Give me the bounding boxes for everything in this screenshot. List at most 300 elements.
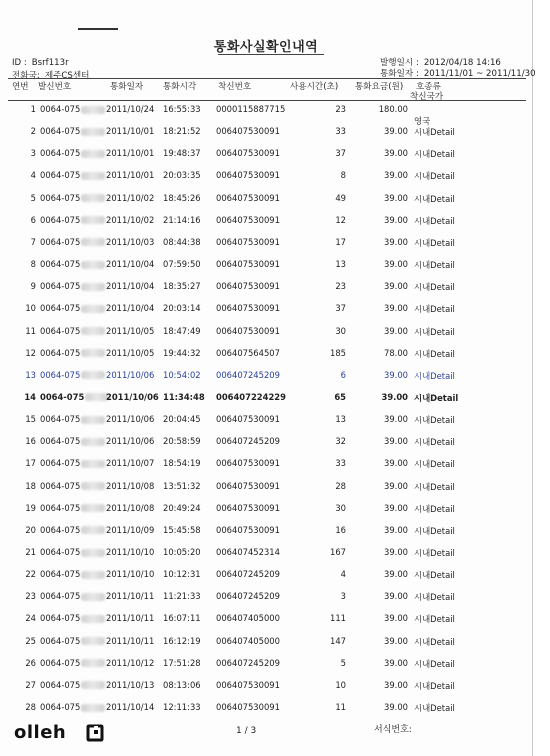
table-row — [0, 589, 532, 611]
caller-number-prefix: 0064-075 — [40, 702, 81, 713]
table-row — [0, 700, 532, 722]
redacted-digits — [81, 615, 105, 623]
row-number: 5 — [30, 192, 36, 203]
table-row — [0, 456, 532, 478]
call-type: 시내Detail — [414, 326, 455, 337]
redacted-digits — [81, 128, 105, 136]
call-date: 2011/10/10 — [106, 569, 155, 580]
redacted-digits — [81, 283, 105, 291]
duration-seconds: 12 — [335, 214, 346, 225]
row-number: 10 — [25, 303, 36, 314]
redacted-digits — [81, 172, 105, 180]
table-row — [0, 191, 532, 213]
caller-number-prefix: 0064-075 — [40, 369, 81, 380]
caller-number-prefix: 0064-075 — [40, 502, 81, 513]
row-number: 27 — [25, 679, 36, 690]
callee-number: 006407530091 — [216, 480, 280, 491]
call-time: 18:54:19 — [163, 458, 201, 469]
duration-seconds: 11 — [335, 702, 346, 713]
caller-number-prefix: 0064-075 — [40, 259, 81, 270]
duration-seconds: 10 — [335, 679, 346, 690]
caller-number — [40, 680, 105, 690]
caller-number-prefix: 0064-075 — [40, 547, 81, 557]
call-date: 2011/10/04 — [106, 303, 155, 314]
call-fee: 39.00 — [384, 192, 408, 203]
call-time: 18:21:52 — [163, 126, 201, 137]
table-row — [0, 545, 532, 567]
duration-seconds: 32 — [335, 436, 346, 447]
table-row — [0, 168, 532, 190]
id-line — [12, 58, 69, 68]
redacted-digits — [81, 194, 105, 202]
call-time: 13:51:32 — [163, 480, 201, 491]
col-dur-header: 사용시간(초) — [290, 82, 339, 92]
table-row — [0, 213, 532, 235]
row-number: 1 — [30, 104, 36, 114]
duration-seconds: 30 — [335, 502, 346, 513]
call-fee: 39.00 — [384, 259, 408, 270]
row-number: 3 — [30, 148, 36, 159]
table-row — [0, 124, 532, 146]
duration-seconds: 185 — [330, 347, 346, 358]
call-type: 시내Detail — [414, 437, 455, 448]
call-date: 2011/10/08 — [106, 502, 155, 513]
row-number: 26 — [25, 657, 36, 668]
brand-logo-icon — [86, 724, 104, 742]
call-type: 시내Detail — [414, 260, 455, 271]
callee-number: 006407405000 — [216, 635, 280, 646]
period-value: 2011/11/01 ~ 2011/11/30 — [423, 69, 536, 79]
header-rule-top — [8, 78, 526, 79]
call-fee: 39.00 — [384, 547, 408, 557]
duration-seconds: 111 — [330, 613, 346, 624]
callee-number: 006407245209 — [216, 591, 280, 602]
call-type: 시내Detail — [414, 392, 459, 403]
callee-number: 006407530091 — [216, 458, 280, 469]
call-date: 2011/10/24 — [106, 104, 155, 114]
row-number: 9 — [30, 281, 36, 292]
row-number: 28 — [25, 702, 36, 713]
caller-number — [40, 569, 105, 579]
call-date: 2011/10/04 — [106, 259, 155, 270]
caller-number — [40, 170, 105, 180]
call-fee: 39.00 — [384, 679, 408, 690]
call-fee: 39.00 — [384, 591, 408, 602]
redacted-digits — [81, 593, 105, 601]
call-type: 시내Detail — [414, 237, 455, 248]
caller-number-prefix: 0064-075 — [40, 436, 81, 447]
callee-number: 006407530091 — [216, 148, 280, 159]
call-date: 2011/10/01 — [106, 170, 155, 181]
call-type: 시내Detail — [414, 592, 455, 603]
call-time: 19:44:32 — [163, 347, 201, 358]
form-number-label: 서식번호: — [374, 725, 412, 735]
call-type: 시내Detail — [414, 525, 455, 536]
duration-seconds: 33 — [335, 458, 346, 469]
call-type: 시내Detail — [414, 127, 455, 138]
caller-number-prefix: 0064-075 — [40, 458, 81, 469]
call-time: 18:45:26 — [163, 192, 201, 203]
callee-number: 0000115887715 — [216, 104, 286, 114]
call-date: 2011/10/03 — [106, 236, 155, 247]
phone-office-label: 전화국: — [12, 71, 40, 81]
caller-number — [40, 237, 105, 247]
table-row — [0, 479, 532, 501]
caller-number — [40, 658, 105, 668]
callee-number: 006407530091 — [216, 303, 280, 314]
call-type: 시내Detail — [414, 282, 455, 293]
caller-number-prefix: 0064-075 — [40, 480, 81, 491]
call-fee: 39.00 — [384, 236, 408, 247]
col-time-header: 통화시각 — [163, 82, 197, 92]
callee-number: 006407530091 — [216, 192, 280, 203]
table-row — [0, 146, 532, 168]
call-fee: 39.00 — [384, 524, 408, 535]
call-date: 2011/10/06 — [106, 369, 155, 380]
row-number: 2 — [30, 126, 36, 137]
table-row — [0, 368, 532, 390]
call-time: 16:07:11 — [163, 613, 201, 624]
call-fee: 39.00 — [381, 391, 408, 402]
row-number: 25 — [25, 635, 36, 646]
caller-number-prefix: 0064-075 — [40, 325, 81, 336]
redacted-digits — [81, 216, 105, 224]
caller-number — [40, 193, 105, 203]
redacted-digits — [81, 416, 105, 424]
redacted-digits — [81, 349, 105, 357]
call-date: 2011/10/06 — [106, 436, 155, 447]
col-no-header: 연번 — [12, 82, 29, 92]
duration-seconds: 147 — [330, 635, 346, 646]
call-time: 20:03:14 — [163, 303, 201, 314]
table-row — [0, 523, 532, 545]
col-fee-header: 통화요금(원) — [355, 82, 404, 92]
caller-number — [40, 326, 105, 336]
title-underline — [218, 54, 324, 55]
call-date: 2011/10/01 — [106, 126, 155, 137]
call-time: 17:51:28 — [163, 657, 201, 668]
table-row — [0, 412, 532, 434]
table-row — [0, 301, 532, 323]
table-row — [0, 567, 532, 589]
call-type: 시내Detail — [414, 193, 455, 204]
table-row — [0, 501, 532, 523]
duration-seconds: 30 — [335, 325, 346, 336]
period-label: 통화일자 : — [380, 69, 419, 79]
redacted-digits — [81, 681, 105, 689]
caller-number-prefix: 0064-075 — [40, 148, 81, 159]
col-src-header: 발신번호 — [38, 82, 72, 92]
caller-number-prefix: 0064-075 — [40, 591, 81, 602]
callee-number: 006407530091 — [216, 679, 280, 690]
call-date: 2011/10/06 — [106, 414, 155, 425]
row-number: 17 — [25, 458, 36, 469]
callee-number: 006407530091 — [216, 126, 280, 137]
call-type: 시내Detail — [414, 459, 455, 470]
redacted-digits — [81, 571, 105, 579]
call-date: 2011/10/10 — [106, 547, 155, 557]
call-time: 12:11:33 — [163, 702, 201, 713]
call-type: 시내Detail — [414, 503, 455, 514]
caller-number — [40, 414, 105, 424]
call-fee: 39.00 — [384, 702, 408, 713]
id-value: Bsrf113r — [31, 58, 69, 68]
page-number: 1 / 3 — [236, 726, 257, 736]
callee-number: 006407245209 — [216, 569, 280, 580]
caller-number-prefix: 0064-075 — [40, 170, 81, 181]
call-fee: 39.00 — [384, 303, 408, 314]
call-type: 시내Detail — [414, 703, 455, 714]
redacted-digits — [81, 150, 105, 158]
caller-number — [40, 525, 105, 535]
table-row — [0, 390, 532, 412]
caller-number-prefix: 0064-075 — [40, 192, 81, 203]
call-date: 2011/10/01 — [106, 148, 155, 159]
callee-number: 006407245209 — [216, 436, 280, 447]
row-number: 13 — [25, 369, 36, 380]
row-number: 12 — [25, 347, 36, 358]
call-time: 10:54:02 — [163, 369, 201, 380]
call-fee: 39.00 — [384, 569, 408, 580]
call-time: 10:12:31 — [163, 569, 201, 580]
caller-number — [40, 303, 105, 313]
table-row — [0, 324, 532, 346]
call-fee: 39.00 — [384, 635, 408, 646]
table-row — [0, 346, 532, 368]
table-row — [0, 434, 532, 456]
call-type: 시내Detail — [414, 215, 455, 226]
call-fee: 39.00 — [384, 126, 408, 137]
caller-number — [40, 392, 109, 402]
duration-seconds: 13 — [335, 414, 346, 425]
call-time: 16:55:33 — [163, 104, 201, 114]
caller-number — [40, 547, 105, 557]
call-time: 20:49:24 — [163, 502, 201, 513]
duration-seconds: 65 — [334, 391, 346, 402]
caller-number — [40, 281, 105, 291]
redacted-digits — [81, 549, 105, 557]
call-time: 20:03:35 — [163, 170, 201, 181]
duration-seconds: 8 — [340, 170, 346, 181]
call-time: 15:45:58 — [163, 524, 201, 535]
caller-number-prefix: 0064-075 — [40, 524, 81, 535]
call-time: 19:48:37 — [163, 148, 201, 159]
call-date: 2011/10/05 — [106, 325, 155, 336]
redacted-digits — [81, 482, 105, 490]
duration-seconds: 13 — [335, 259, 346, 270]
call-time: 21:14:16 — [163, 214, 201, 225]
callee-number: 006407530091 — [216, 524, 280, 535]
redacted-digits — [81, 504, 105, 512]
call-type: 시내Detail — [414, 680, 455, 691]
callee-number: 006407452314 — [216, 547, 280, 557]
call-fee: 39.00 — [384, 613, 408, 624]
callee-number: 006407245209 — [216, 657, 280, 668]
caller-number — [40, 436, 105, 446]
caller-number-prefix: 0064-075 — [40, 613, 81, 624]
callee-number: 006407530091 — [216, 502, 280, 513]
call-date: 2011/10/13 — [106, 679, 155, 690]
col-type-header: 호종류 — [416, 82, 441, 92]
redacted-digits — [81, 438, 105, 446]
call-date: 2011/10/05 — [106, 347, 155, 358]
caller-number — [40, 348, 105, 358]
caller-number-prefix: 0064-075 — [40, 679, 81, 690]
duration-seconds: 37 — [335, 148, 346, 159]
call-time: 18:35:27 — [163, 281, 201, 292]
redacted-digits — [81, 305, 105, 313]
table-row — [0, 678, 532, 700]
call-fee: 39.00 — [384, 281, 408, 292]
callee-number: 006407530091 — [216, 170, 280, 181]
call-time: 11:34:48 — [163, 391, 205, 402]
row-number: 4 — [30, 170, 36, 181]
call-date: 2011/10/02 — [106, 192, 155, 203]
call-type: 시내Detail — [414, 171, 455, 182]
col-country-header: 착신국가 — [410, 92, 444, 102]
caller-number-prefix: 0064-075 — [40, 657, 81, 668]
caller-number — [40, 702, 105, 712]
duration-seconds: 28 — [335, 480, 346, 491]
call-time: 11:21:33 — [163, 591, 201, 602]
row-number: 8 — [30, 259, 36, 270]
caller-number-prefix: 0064-075 — [40, 104, 81, 114]
duration-seconds: 5 — [340, 657, 346, 668]
callee-number: 006407530091 — [216, 414, 280, 425]
issue-label: 발행일시 : — [380, 58, 419, 68]
row-number: 22 — [25, 569, 36, 580]
call-fee: 39.00 — [384, 170, 408, 181]
redacted-digits — [81, 238, 105, 246]
issue-value: 2012/04/18 14:16 — [423, 58, 501, 68]
call-type: 시내Detail — [414, 570, 455, 581]
redacted-digits — [81, 261, 105, 269]
redacted-digits — [81, 526, 105, 534]
call-fee: 180.00 — [378, 104, 408, 114]
redacted-digits — [81, 106, 105, 114]
call-time: 20:04:45 — [163, 414, 201, 425]
call-time: 07:59:50 — [163, 259, 201, 270]
call-fee: 39.00 — [384, 414, 408, 425]
caller-number — [40, 259, 105, 269]
duration-seconds: 167 — [330, 547, 346, 557]
callee-number: 006407530091 — [216, 325, 280, 336]
call-fee: 78.00 — [384, 347, 408, 358]
call-time: 20:58:59 — [163, 436, 201, 447]
callee-number: 006407564507 — [216, 347, 280, 358]
caller-number-prefix: 0064-075 — [40, 391, 85, 402]
table-row — [0, 634, 532, 656]
document-title: 통화사실확인내역 — [213, 40, 319, 55]
call-date: 2011/10/04 — [106, 281, 155, 292]
call-date: 2011/10/02 — [106, 214, 155, 225]
call-type: 시내Detail — [414, 149, 455, 160]
callee-number: 006407530091 — [216, 236, 280, 247]
callee-number: 006407530091 — [216, 214, 280, 225]
call-fee: 39.00 — [384, 657, 408, 668]
caller-number-prefix: 0064-075 — [40, 569, 81, 580]
call-fee: 39.00 — [384, 148, 408, 159]
call-type: 시내Detail — [414, 548, 455, 558]
caller-number-prefix: 0064-075 — [40, 281, 81, 292]
caller-number-prefix: 0064-075 — [40, 414, 81, 425]
table-row — [0, 611, 532, 633]
scan-mark — [78, 28, 118, 30]
duration-seconds: 3 — [340, 591, 346, 602]
callee-number: 006407405000 — [216, 613, 280, 624]
duration-seconds: 17 — [335, 236, 346, 247]
call-date: 2011/10/07 — [106, 458, 155, 469]
duration-seconds: 16 — [335, 524, 346, 535]
duration-seconds: 23 — [335, 281, 346, 292]
redacted-digits — [81, 460, 105, 468]
callee-country: 영국 — [414, 116, 431, 126]
row-number: 11 — [25, 325, 36, 336]
row-number: 23 — [25, 591, 36, 602]
call-time: 18:47:49 — [163, 325, 201, 336]
call-fee: 39.00 — [384, 325, 408, 336]
call-date: 2011/10/11 — [106, 635, 155, 646]
caller-number — [40, 503, 105, 513]
callee-number: 006407224229 — [216, 391, 286, 402]
call-date: 2011/10/09 — [106, 524, 155, 535]
col-dst-header: 착신번호 — [218, 82, 252, 92]
caller-number — [40, 636, 105, 646]
redacted-digits — [81, 327, 105, 335]
call-date: 2011/10/12 — [106, 657, 155, 668]
row-number: 21 — [25, 547, 36, 557]
call-date: 2011/10/11 — [106, 613, 155, 624]
call-time: 08:13:06 — [163, 679, 201, 690]
call-type: 시내Detail — [414, 636, 455, 647]
caller-number-prefix: 0064-075 — [40, 126, 81, 137]
caller-number-prefix: 0064-075 — [40, 303, 81, 314]
call-fee: 39.00 — [384, 214, 408, 225]
call-fee: 39.00 — [384, 369, 408, 380]
id-label: ID : — [12, 58, 27, 68]
header-rule-bottom — [8, 100, 526, 101]
call-fee: 39.00 — [384, 436, 408, 447]
call-type: 시내Detail — [414, 415, 455, 426]
table-row — [0, 235, 532, 257]
redacted-digits — [81, 637, 105, 645]
table-row — [0, 102, 532, 124]
redacted-digits — [81, 659, 105, 667]
call-fee: 39.00 — [384, 458, 408, 469]
caller-number — [40, 215, 105, 225]
call-fee: 39.00 — [384, 480, 408, 491]
row-number: 18 — [25, 480, 36, 491]
callee-number: 006407530091 — [216, 281, 280, 292]
caller-number — [40, 613, 105, 623]
duration-seconds: 49 — [335, 192, 346, 203]
callee-number: 006407530091 — [216, 259, 280, 270]
table-row — [0, 257, 532, 279]
caller-number — [40, 104, 105, 114]
row-number: 20 — [25, 524, 36, 535]
row-number: 7 — [30, 236, 36, 247]
call-date: 2011/10/08 — [106, 480, 155, 491]
table-row — [0, 656, 532, 678]
call-fee: 39.00 — [384, 502, 408, 513]
caller-number — [40, 458, 105, 468]
phone-office-value: 제주CS센터 — [44, 71, 90, 81]
caller-number — [40, 126, 105, 136]
row-number: 16 — [25, 436, 36, 447]
duration-seconds: 23 — [335, 104, 346, 114]
row-number: 6 — [30, 214, 36, 225]
callee-number: 006407245209 — [216, 369, 280, 380]
